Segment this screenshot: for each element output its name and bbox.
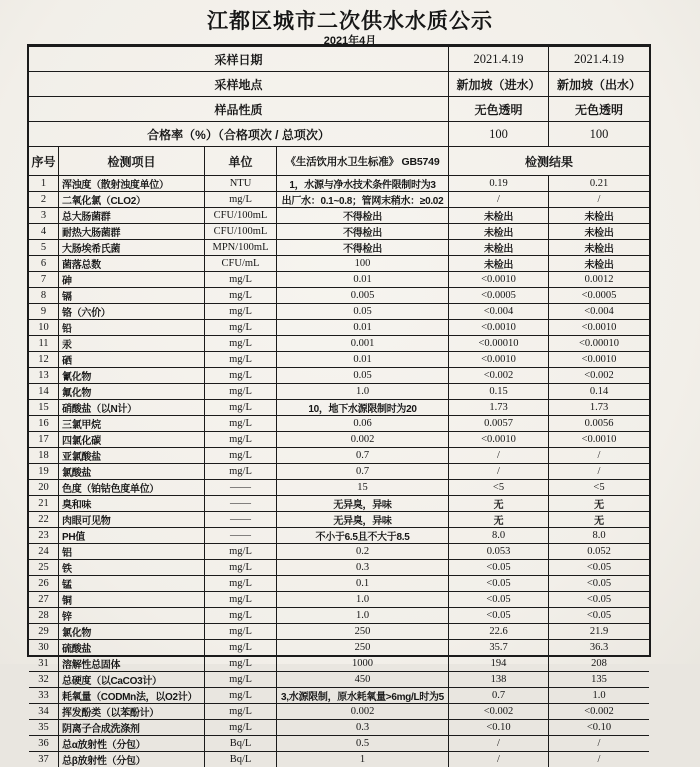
table-row [29, 192, 649, 208]
cell-standard: 1.0 [277, 592, 449, 607]
cell-result-out: 无 [594, 516, 604, 527]
page-title: 江都区城市二次供水水质公示 [207, 10, 493, 33]
data-rows-section [29, 176, 649, 767]
cell-item: 总α放射性（分包） [59, 736, 205, 751]
cell-result-in: / [449, 736, 549, 751]
table-row [29, 688, 649, 704]
cell-no: 25 [29, 560, 59, 575]
cell-item: 氰化物 [59, 368, 205, 383]
cell-unit: mg/L [205, 464, 277, 479]
cell-result-out: <0.05 [586, 610, 612, 621]
cell-result-out: <0.002 [584, 370, 614, 381]
cell-result-out: 未检出 [584, 260, 614, 271]
col-header-standard: 《生活饮用水卫生标准》 GB5749 [277, 147, 449, 175]
cell-no: 30 [29, 640, 59, 655]
cell-result-out: 未检出 [584, 212, 614, 223]
cell-standard: 250 [277, 640, 449, 655]
cell-unit: mg/L [205, 336, 277, 351]
table-row [29, 256, 649, 272]
cell-no: 7 [29, 272, 59, 287]
table-row [29, 272, 649, 288]
cell-standard: 0.3 [277, 720, 449, 735]
cell-standard: 100 [277, 256, 449, 271]
cell-item: 硒 [59, 352, 205, 367]
table-row [29, 400, 649, 416]
cell-no: 19 [29, 464, 59, 479]
cell-item: 溶解性总固体 [59, 656, 205, 671]
cell-result-in: <0.002 [449, 368, 549, 383]
cell-standard: 0.5 [277, 736, 449, 751]
cell-unit: MPN/100mL [205, 240, 277, 255]
table-row [29, 448, 649, 464]
cell-item: 三氯甲烷 [59, 416, 205, 431]
cell-unit: mg/L [205, 672, 277, 687]
cell-standard: 0.7 [277, 464, 449, 479]
table-row [29, 320, 649, 336]
summary-label: 样品性质 [29, 97, 449, 121]
summary-value-in: 新加坡（进水） [449, 72, 549, 96]
cell-result-out: <0.002 [584, 706, 614, 717]
cell-no: 22 [29, 512, 59, 527]
cell-result-in: <0.10 [449, 720, 549, 735]
table-row [29, 480, 649, 496]
cell-unit: mg/L [205, 320, 277, 335]
table-row [29, 512, 649, 528]
water-quality-table [27, 44, 651, 767]
cell-result-out: <0.05 [586, 562, 612, 573]
cell-no: 21 [29, 496, 59, 511]
cell-standard: 0.01 [277, 352, 449, 367]
cell-result-out: 0.0056 [584, 418, 614, 429]
cell-standard: 1.0 [277, 384, 449, 399]
cell-standard: 0.01 [277, 272, 449, 287]
cell-result-out: <0.0010 [581, 322, 617, 333]
cell-no: 35 [29, 720, 59, 735]
cell-result-in: / [449, 448, 549, 463]
cell-unit: NTU [205, 176, 277, 191]
cell-no: 29 [29, 624, 59, 639]
cell-no: 8 [29, 288, 59, 303]
cell-standard: 0.7 [277, 448, 449, 463]
cell-result-out: 135 [591, 674, 607, 685]
cell-item: 氯酸盐 [59, 464, 205, 479]
summary-label: 采样日期 [29, 47, 449, 71]
cell-item: 臭和味 [59, 496, 205, 511]
cell-standard: 450 [277, 672, 449, 687]
cell-result-out: 8.0 [592, 530, 606, 541]
table-row [29, 528, 649, 544]
cell-unit: mg/L [205, 448, 277, 463]
cell-unit: mg/L [205, 272, 277, 287]
cell-result-in: 1.73 [449, 400, 549, 415]
cell-unit: —— [205, 496, 277, 511]
cell-no: 9 [29, 304, 59, 319]
cell-result-out: 1.0 [592, 690, 606, 701]
cell-item: 亚氯酸盐 [59, 448, 205, 463]
cell-item: 浑浊度（散射浊度单位） [59, 176, 205, 191]
cell-no: 6 [29, 256, 59, 271]
cell-standard: 0.05 [277, 304, 449, 319]
cell-no: 24 [29, 544, 59, 559]
cell-unit: mg/L [205, 384, 277, 399]
cell-no: 1 [29, 176, 59, 191]
cell-no: 2 [29, 192, 59, 207]
cell-result-out: 36.3 [589, 642, 609, 653]
cell-item: 氟化物 [59, 384, 205, 399]
cell-standard: 不得检出 [277, 240, 449, 255]
cell-unit: mg/L [205, 416, 277, 431]
cell-result-in: <0.05 [449, 592, 549, 607]
cell-result-out: / [597, 738, 601, 749]
cell-result-in: 未检出 [449, 240, 549, 255]
table-row [29, 384, 649, 400]
cell-unit: mg/L [205, 560, 277, 575]
cell-unit: mg/L [205, 720, 277, 735]
cell-unit: mg/L [205, 368, 277, 383]
cell-result-in: <0.05 [449, 608, 549, 623]
col-header-unit: 单位 [205, 147, 277, 175]
summary-row [29, 47, 649, 72]
cell-result-in: / [449, 464, 549, 479]
cell-no: 33 [29, 688, 59, 703]
cell-standard: 不得检出 [277, 208, 449, 223]
cell-result-in: 35.7 [449, 640, 549, 655]
cell-unit: CFU/mL [205, 256, 277, 271]
cell-standard: 3,水源限制，原水耗氧量>6mg/L时为5 [277, 688, 449, 703]
table-row [29, 176, 649, 192]
cell-unit: mg/L [205, 624, 277, 639]
cell-standard: 无异臭，异味 [277, 496, 449, 511]
cell-result-out: <0.0005 [581, 290, 617, 301]
cell-item: 锰 [59, 576, 205, 591]
column-header-row [29, 147, 649, 176]
cell-item: 锌 [59, 608, 205, 623]
cell-result-out: 0.052 [587, 546, 611, 557]
cell-result-out: 未检出 [584, 244, 614, 255]
cell-unit: mg/L [205, 704, 277, 719]
table-row [29, 592, 649, 608]
cell-result-in: 8.0 [449, 528, 549, 543]
cell-result-out: 无 [594, 500, 604, 511]
cell-item: 挥发酚类（以苯酚计） [59, 704, 205, 719]
cell-item: 铜 [59, 592, 205, 607]
cell-unit: CFU/100mL [205, 224, 277, 239]
table-row [29, 624, 649, 640]
cell-standard: 1 [277, 752, 449, 767]
cell-no: 28 [29, 608, 59, 623]
table-row [29, 752, 649, 767]
cell-result-in: 194 [449, 656, 549, 671]
cell-no: 17 [29, 432, 59, 447]
cell-result-out: <0.00010 [578, 338, 620, 349]
cell-result-out: / [597, 754, 601, 765]
cell-standard: 0.2 [277, 544, 449, 559]
cell-no: 11 [29, 336, 59, 351]
cell-no: 13 [29, 368, 59, 383]
cell-no: 34 [29, 704, 59, 719]
cell-standard: 不小于6.5且不大于8.5 [277, 528, 449, 543]
cell-item: 阴离子合成洗涤剂 [59, 720, 205, 735]
cell-standard: 1，水源与净水技术条件限制时为3 [277, 176, 449, 191]
table-row [29, 704, 649, 720]
summary-row [29, 97, 649, 122]
cell-result-out: / [597, 194, 601, 205]
cell-result-out: <0.0010 [581, 434, 617, 445]
summary-value-in: 2021.4.19 [449, 47, 549, 71]
summary-value-out: 新加坡（出水） [556, 77, 641, 92]
cell-result-out: 21.9 [589, 626, 609, 637]
col-header-no: 序号 [29, 147, 59, 175]
cell-result-in: 无 [449, 496, 549, 511]
cell-result-in: 0.15 [449, 384, 549, 399]
cell-item: 铅 [59, 320, 205, 335]
cell-item: 四氯化碳 [59, 432, 205, 447]
cell-result-in: 无 [449, 512, 549, 527]
table-row [29, 544, 649, 560]
cell-standard: 0.002 [277, 704, 449, 719]
cell-unit: mg/L [205, 576, 277, 591]
cell-unit: mg/L [205, 400, 277, 415]
cell-standard: 不得检出 [277, 224, 449, 239]
cell-result-in: 22.6 [449, 624, 549, 639]
summary-value-out: 2021.4.19 [574, 51, 624, 66]
cell-standard: 1.0 [277, 608, 449, 623]
table-row [29, 368, 649, 384]
cell-result-out: 0.14 [589, 386, 609, 397]
cell-result-in: <0.00010 [449, 336, 549, 351]
cell-result-in: 138 [449, 672, 549, 687]
cell-unit: mg/L [205, 592, 277, 607]
cell-item: 硝酸盐（以N计） [59, 400, 205, 415]
table-row [29, 416, 649, 432]
cell-no: 3 [29, 208, 59, 223]
cell-result-in: / [449, 752, 549, 767]
cell-result-in: <0.0010 [449, 320, 549, 335]
cell-result-out: <0.05 [586, 594, 612, 605]
cell-unit: mg/L [205, 688, 277, 703]
cell-no: 32 [29, 672, 59, 687]
cell-result-in: <0.002 [449, 704, 549, 719]
cell-standard: 0.005 [277, 288, 449, 303]
cell-result-out: / [597, 466, 601, 477]
cell-result-out: <0.0010 [581, 354, 617, 365]
cell-item: 总大肠菌群 [59, 208, 205, 223]
cell-result-out: <0.05 [586, 578, 612, 589]
cell-unit: mg/L [205, 192, 277, 207]
cell-unit: mg/L [205, 656, 277, 671]
cell-unit: mg/L [205, 608, 277, 623]
cell-no: 4 [29, 224, 59, 239]
cell-result-out: 未检出 [584, 228, 614, 239]
cell-result-out: <0.004 [584, 306, 614, 317]
cell-no: 12 [29, 352, 59, 367]
cell-result-in: 0.7 [449, 688, 549, 703]
cell-result-in: <0.004 [449, 304, 549, 319]
cell-no: 36 [29, 736, 59, 751]
table-row [29, 656, 649, 672]
cell-standard: 0.1 [277, 576, 449, 591]
table-row [29, 464, 649, 480]
cell-result-out: <5 [593, 482, 605, 493]
cell-result-in: <0.0010 [449, 272, 549, 287]
cell-item: 镉 [59, 288, 205, 303]
cell-item: 汞 [59, 336, 205, 351]
cell-result-in: 0.053 [449, 544, 549, 559]
cell-result-out: 1.73 [589, 402, 609, 413]
table-row [29, 224, 649, 240]
table-row [29, 720, 649, 736]
cell-result-in: 未检出 [449, 224, 549, 239]
cell-unit: mg/L [205, 432, 277, 447]
cell-standard: 0.05 [277, 368, 449, 383]
summary-label: 合格率（%）（合格项次 / 总项次） [29, 122, 449, 146]
summary-label: 采样地点 [29, 72, 449, 96]
cell-result-in: <5 [449, 480, 549, 495]
cell-standard: 出厂水：0.1~0.8；管网末稍水：≥0.02 [277, 192, 449, 207]
cell-result-in: <0.0005 [449, 288, 549, 303]
cell-item: 氯化物 [59, 624, 205, 639]
cell-unit: mg/L [205, 544, 277, 559]
cell-item: 铁 [59, 560, 205, 575]
cell-no: 16 [29, 416, 59, 431]
cell-item: 耗氧量（CODMn法，以O2计） [59, 688, 205, 703]
cell-no: 14 [29, 384, 59, 399]
cell-standard: 0.06 [277, 416, 449, 431]
cell-item: 菌落总数 [59, 256, 205, 271]
cell-no: 27 [29, 592, 59, 607]
cell-unit: CFU/100mL [205, 208, 277, 223]
table-row [29, 640, 649, 656]
cell-standard: 250 [277, 624, 449, 639]
cell-item: 色度（铂钴色度单位） [59, 480, 205, 495]
cell-no: 37 [29, 752, 59, 767]
cell-standard: 10，地下水源限制时为20 [277, 400, 449, 415]
cell-result-in: <0.0010 [449, 352, 549, 367]
table-row [29, 432, 649, 448]
cell-result-out: <0.10 [586, 722, 612, 733]
col-header-item: 检测项目 [59, 147, 205, 175]
cell-standard: 0.3 [277, 560, 449, 575]
cell-result-in: <0.05 [449, 560, 549, 575]
cell-no: 20 [29, 480, 59, 495]
cell-no: 15 [29, 400, 59, 415]
cell-unit: —— [205, 512, 277, 527]
cell-no: 5 [29, 240, 59, 255]
cell-result-in: 未检出 [449, 256, 549, 271]
cell-item: 大肠埃希氏菌 [59, 240, 205, 255]
cell-standard: 15 [277, 480, 449, 495]
cell-no: 26 [29, 576, 59, 591]
table-row [29, 496, 649, 512]
cell-result-out: / [597, 450, 601, 461]
page-subtitle: 2021年4月 [323, 35, 377, 47]
cell-unit: mg/L [205, 640, 277, 655]
table-row [29, 576, 649, 592]
cell-item: 二氧化氯（CLO2） [59, 192, 205, 207]
summary-value-in: 100 [449, 122, 549, 146]
cell-item: 砷 [59, 272, 205, 287]
cell-result-in: 0.19 [449, 176, 549, 191]
cell-unit: Bq/L [205, 752, 277, 767]
table-row [29, 736, 649, 752]
table-row [29, 336, 649, 352]
cell-result-in: <0.05 [449, 576, 549, 591]
cell-no: 18 [29, 448, 59, 463]
table-row [29, 352, 649, 368]
table-row [29, 208, 649, 224]
cell-result-in: 未检出 [449, 208, 549, 223]
cell-unit: Bq/L [205, 736, 277, 751]
cell-result-in: / [449, 192, 549, 207]
cell-unit: mg/L [205, 288, 277, 303]
cell-item: 硫酸盐 [59, 640, 205, 655]
table-row [29, 304, 649, 320]
cell-standard: 0.001 [277, 336, 449, 351]
summary-section [29, 47, 649, 147]
table-row [29, 608, 649, 624]
cell-item: 耐热大肠菌群 [59, 224, 205, 239]
summary-row [29, 122, 649, 147]
cell-no: 23 [29, 528, 59, 543]
cell-item: 总硬度（以CaCO3计） [59, 672, 205, 687]
cell-standard: 0.01 [277, 320, 449, 335]
summary-value-out: 100 [589, 126, 609, 141]
col-header-result: 检测结果 [524, 154, 573, 169]
table-row [29, 672, 649, 688]
cell-unit: mg/L [205, 304, 277, 319]
cell-no: 31 [29, 656, 59, 671]
cell-unit: mg/L [205, 352, 277, 367]
summary-value-in: 无色透明 [449, 97, 549, 121]
cell-item: PH值 [59, 528, 205, 543]
cell-result-in: 0.0057 [449, 416, 549, 431]
cell-standard: 1000 [277, 656, 449, 671]
cell-item: 铬（六价） [59, 304, 205, 319]
cell-result-out: 0.0012 [584, 274, 614, 285]
summary-value-out: 无色透明 [574, 102, 623, 117]
cell-unit: —— [205, 480, 277, 495]
cell-item: 铝 [59, 544, 205, 559]
cell-standard: 0.002 [277, 432, 449, 447]
cell-item: 肉眼可见物 [59, 512, 205, 527]
table-row [29, 560, 649, 576]
cell-unit: —— [205, 528, 277, 543]
cell-result-out: 0.21 [589, 178, 609, 189]
table-row [29, 240, 649, 256]
cell-item: 总β放射性（分包） [59, 752, 205, 767]
cell-standard: 无异臭，异味 [277, 512, 449, 527]
table-row [29, 288, 649, 304]
cell-result-in: <0.0010 [449, 432, 549, 447]
cell-result-out: 208 [591, 658, 607, 669]
summary-row [29, 72, 649, 97]
cell-no: 10 [29, 320, 59, 335]
